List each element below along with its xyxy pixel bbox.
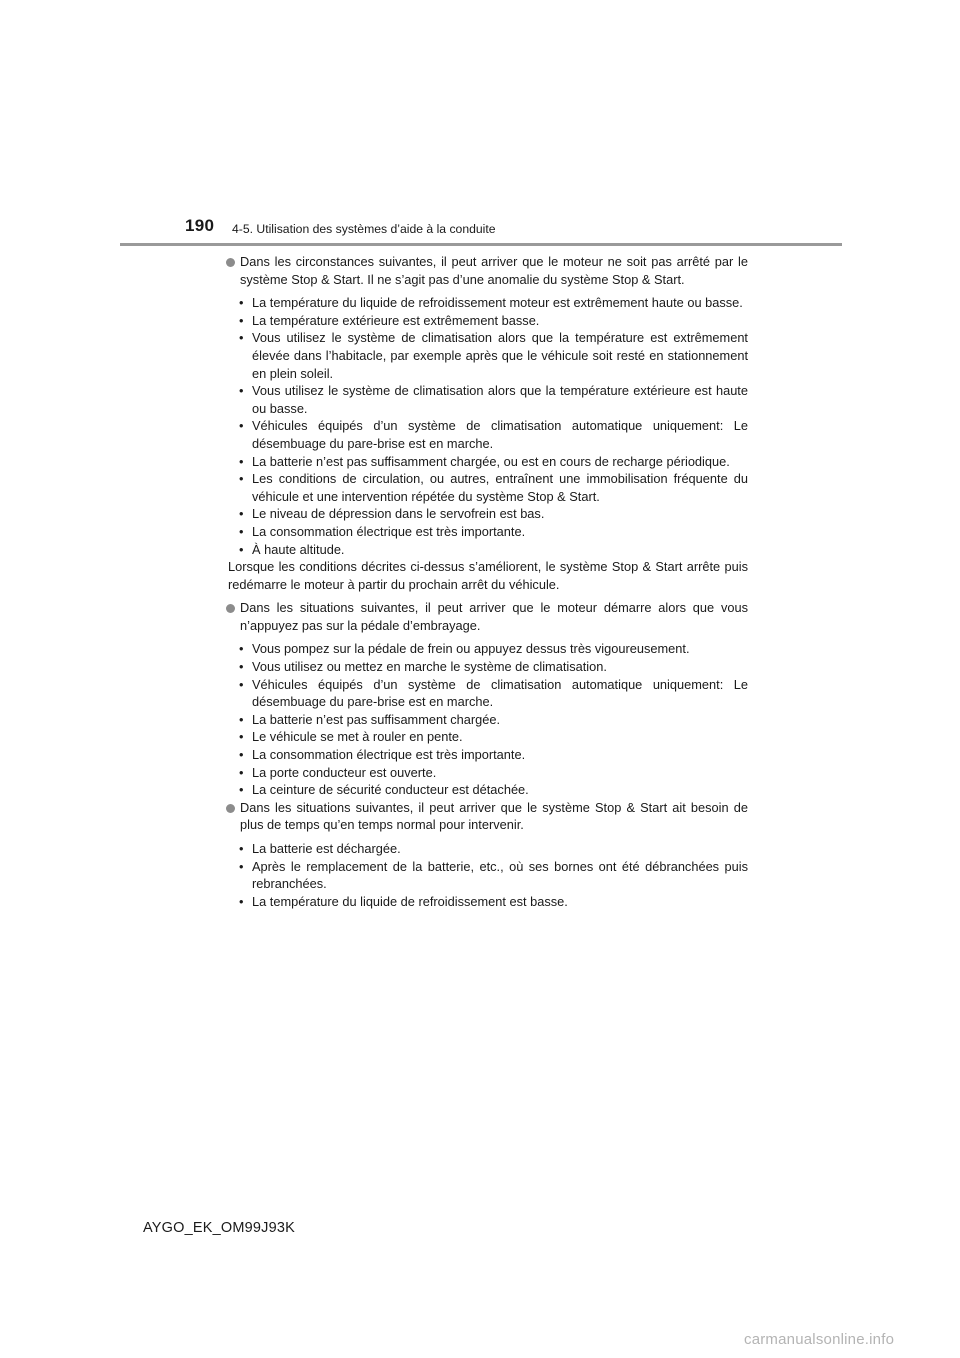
bullet-mark-icon: • <box>239 841 244 856</box>
list-item: • La température du liquide de refroidissement moteur est extrêmement haute ou basse. <box>239 295 743 311</box>
page-number: 190 <box>185 216 215 235</box>
bullet-mark-icon: • <box>239 453 244 469</box>
section-intro: Dans les situations suivantes, il peut arriver que le système Stop & Start ait besoin de plus de temps qu’en temps normal pour intervenir. <box>240 799 748 833</box>
section-engine-restarts <box>228 599 748 799</box>
bullet-paragraph <box>228 799 748 834</box>
bullet-mark-icon: • <box>239 676 244 692</box>
list-item: • Véhicules équipés d’un système de climatisation automatique uniquement: Le désembuage du pare-brise est en marche. <box>239 676 748 710</box>
bullet-paragraph <box>228 253 748 288</box>
list-item: • La consommation électrique est très importante. <box>239 523 526 539</box>
bullet-mark-icon: • <box>239 764 244 780</box>
list-item: • À haute altitude. <box>239 541 345 557</box>
bullet-mark-icon: • <box>239 330 244 346</box>
section-title: 4-5. Utilisation des systèmes d’aide à la conduite <box>232 222 496 236</box>
list-item: • Les conditions de circulation, ou autres, entraînent une immobilisation fréquente du véhicule et une intervention répétée du système Stop & Start. <box>239 471 748 504</box>
document-code: AYGO_EK_OM99J93K <box>143 1220 296 1236</box>
bullet-mark-icon: • <box>239 659 244 675</box>
section-outro: Lorsque les conditions décrites ci-dessus s’améliorent, le système Stop & Start arrête puis redémarre le moteur à partir du prochain arrêt du véhicule. <box>228 559 748 592</box>
list-item: • La batterie n’est pas suffisamment chargée, ou est en cours de recharge périodique. <box>239 453 730 469</box>
section-engine-not-stopped <box>228 253 748 593</box>
list-item: • La consommation électrique est très importante. <box>239 747 526 763</box>
bullet-mark-icon: • <box>239 641 244 657</box>
bullet-mark-icon: • <box>239 418 244 434</box>
bullet-mark-icon: • <box>239 858 244 874</box>
bullet-mark-icon: • <box>239 711 244 727</box>
bullet-paragraph <box>228 599 748 634</box>
list-item: • Le véhicule se met à rouler en pente. <box>239 729 463 745</box>
list-item: • La batterie est déchargée. <box>239 841 401 856</box>
bullet-mark-icon: • <box>239 541 244 557</box>
condition-list <box>228 840 748 910</box>
section-intro: Dans les circonstances suivantes, il peut arriver que le moteur ne soit pas arrêté par le système Stop & Start. Il ne s’agit pas d’une anomalie du système Stop & Start. <box>240 254 748 287</box>
bullet-mark-icon: • <box>239 506 244 522</box>
bullet-dot-icon <box>226 604 235 613</box>
bullet-mark-icon: • <box>239 893 244 909</box>
bullet-dot-icon <box>226 804 235 813</box>
list-item: • Vous utilisez ou mettez en marche le système de climatisation. <box>239 659 607 675</box>
bullet-mark-icon: • <box>239 312 244 328</box>
bullet-mark-icon: • <box>239 782 244 798</box>
bullet-mark-icon: • <box>239 383 244 399</box>
bullet-mark-icon: • <box>239 471 244 487</box>
condition-list <box>228 640 748 798</box>
list-item: • Vous utilisez le système de climatisation alors que la température est extrêmement élevée dans l’habitacle, par exemple après que le véhicule soit resté en stationnement en plein soleil. <box>239 330 748 381</box>
section-longer-time <box>228 799 748 911</box>
content <box>228 253 748 910</box>
list-item: • La ceinture de sécurité conducteur est détachée. <box>239 782 529 798</box>
watermark: carmanualsonline.info <box>744 1331 895 1348</box>
list-item: • La batterie n’est pas suffisamment chargée. <box>239 711 501 727</box>
list-item: • Vous pompez sur la pédale de frein ou appuyez dessus très vigoureusement. <box>239 641 690 657</box>
list-item: • Vous utilisez le système de climatisation alors que la température extérieure est haute ou basse. <box>239 383 748 416</box>
bullet-dot-icon <box>226 258 235 267</box>
condition-list <box>228 294 748 558</box>
bullet-mark-icon: • <box>239 295 244 311</box>
list-item: • Le niveau de dépression dans le servofrein est bas. <box>239 506 545 522</box>
bullet-mark-icon: • <box>239 747 244 763</box>
list-item: • Véhicules équipés d’un système de climatisation automatique uniquement: Le désembuage du pare-brise est en marche. <box>239 418 748 451</box>
list-item: • La température du liquide de refroidissement est basse. <box>239 893 568 909</box>
list-item: • La porte conducteur est ouverte. <box>239 764 437 780</box>
bullet-mark-icon: • <box>239 523 244 539</box>
bullet-mark-icon: • <box>239 729 244 745</box>
list-item: • La température extérieure est extrêmement basse. <box>239 312 540 328</box>
section-intro: Dans les situations suivantes, il peut arriver que le moteur démarre alors que vous n’appuyez pas sur la pédale d’embrayage. <box>240 600 748 633</box>
header-rule <box>120 243 842 246</box>
list-item: • Après le remplacement de la batterie, etc., où ses bornes ont été débranchées puis rebranchées. <box>239 858 748 892</box>
